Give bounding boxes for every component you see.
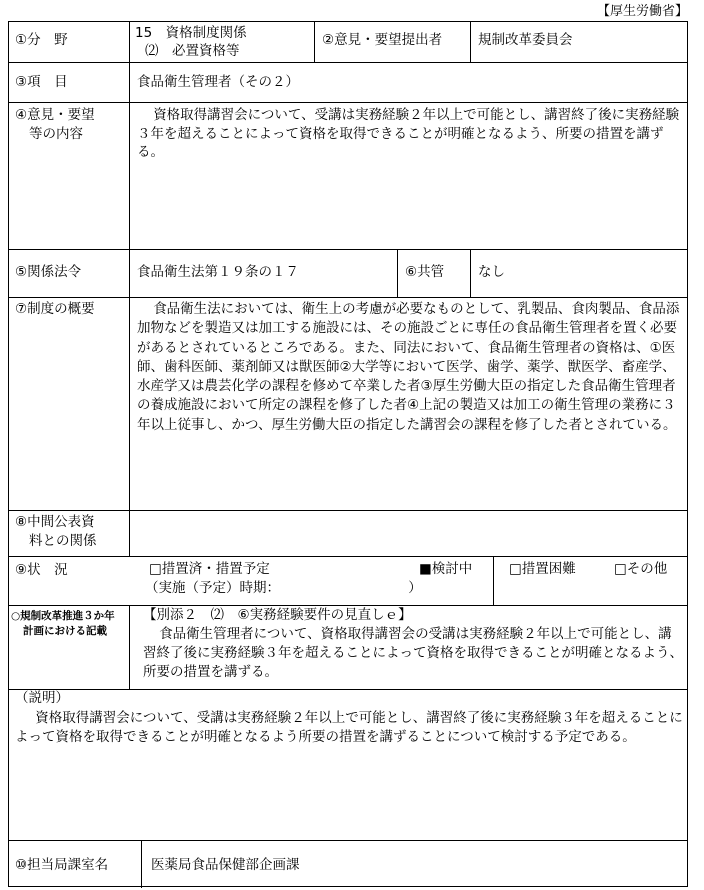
overview-text — [129, 297, 689, 510]
request-label-line1: ④意見・要望 — [15, 107, 95, 123]
joint-value: なし — [478, 264, 505, 280]
law-value: 食品衛生法第１９条の１７ — [137, 264, 299, 280]
field-value — [135, 24, 313, 62]
plan-text — [129, 605, 689, 689]
overview-paragraph: 食品衛生法においては、衛生上の考慮が必要なものとして、乳製品、食肉製品、食品添加物などを製造又は加工する施設には、その施設ごとに専任の食品衛生管理者を置く必要があるとされているところである。また、同法において、食品衛生管理者の資格は、①医師、歯科医師、薬剤師又は獣医師②大学等において医学、歯学、薬学、獣医学、畜産学、水産学又は農芸化学の課程を修めて卒業した者③厚生労働大臣の指定した食品衛生管理者の養成施設において所定の課程を修了した者④上記の製造又は加工の衛生管理の業務に３年以上従事し、かつ、厚生労働大臣の指定した講習会の課程を修了した者とされている。 — [137, 301, 680, 433]
status-option-difficult: □措置困難 — [509, 561, 576, 577]
bureau-value: 医薬局食品保健部企画課 — [151, 857, 300, 873]
request-label-line2: 等の内容 — [29, 125, 83, 142]
overview-label: ⑦制度の概要 — [15, 301, 95, 317]
status-option-done: □措置済・措置予定 — [149, 561, 270, 577]
plan-paragraph: 食品衛生管理者について、資格取得講習会の受講は実務経験２年以上で可能とし、講習終了後に実務経験３年を超えることによって資格を取得できることが明確となるよう、所要の措置を講ずる。 — [143, 626, 683, 681]
plan-label-line1: ○規制改革推進３か年 — [11, 610, 115, 622]
status-option-review: ■検討中 — [419, 561, 473, 577]
item-label: ③項 目 — [15, 74, 68, 90]
plan-label — [11, 609, 129, 689]
interim-value — [129, 510, 689, 556]
status-timing: （実施（予定）時期： ） — [145, 580, 422, 596]
field-label: ①分 野 — [15, 32, 68, 48]
column-divider — [493, 556, 494, 605]
status-main — [145, 560, 489, 604]
request-text — [129, 102, 689, 249]
plan-heading: 【別添２ ⑵ ⑥実務経験要件の見直しｅ】 — [143, 607, 412, 623]
request-paragraph: 資格取得講習会について、受講は実務経験２年以上で可能とし、講習終了後に実務経験３年を超えることによって資格を取得できることが明確となるよう、所要の措置を講ずる。 — [137, 107, 680, 161]
form-table — [8, 21, 688, 887]
request-label — [9, 102, 129, 249]
interim-label-line2: 料との関係 — [29, 533, 97, 549]
joint-label: ⑥共管 — [405, 264, 445, 280]
status-label: ⑨状 況 — [15, 562, 68, 578]
interim-label-line1: ⑧中間公表資 — [15, 514, 95, 530]
plan-label-line2: 計画における記載 — [23, 625, 107, 638]
field-value-line1: 15 資格制度関係 — [135, 25, 247, 41]
law-label: ⑤関係法令 — [15, 264, 82, 280]
submitter-value: 規制改革委員会 — [478, 32, 573, 48]
item-value: 食品衛生管理者（その２） — [137, 74, 299, 90]
interim-label — [9, 510, 129, 556]
status-option-other: □その他 — [614, 561, 668, 577]
bureau-label: ⑩担当局課室名 — [15, 857, 109, 873]
explanation-paragraph: 資格取得講習会について、受講は実務経験２年以上で可能とし、講習終了後に実務経験３年を超えることによって資格を取得できることが明確となるよう所要の措置を講ずることについて検討する予定である。 — [15, 709, 683, 746]
field-value-line2: ⑵ 必置資格等 — [145, 43, 240, 59]
ministry-tag: 【厚生労働省】 — [596, 4, 688, 19]
explanation-label: （説明） — [15, 690, 69, 706]
submitter-label: ②意見・要望提出者 — [322, 32, 443, 48]
explanation-block — [9, 689, 689, 840]
